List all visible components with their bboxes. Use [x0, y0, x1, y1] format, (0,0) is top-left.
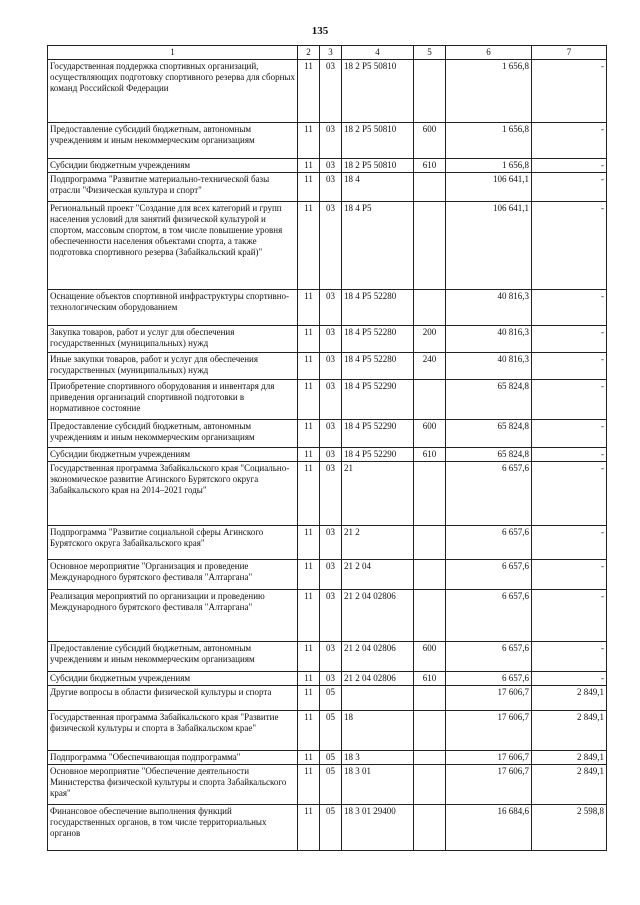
column-header-2: 2	[298, 46, 320, 60]
row-amount-secondary: -	[532, 590, 607, 642]
row-subsection-code: 03	[320, 448, 342, 462]
table-row	[48, 560, 607, 590]
row-target-article-code: 18 4 P5 52290	[342, 380, 414, 420]
row-expense-type-code: 240	[414, 353, 446, 380]
row-amount-secondary: -	[532, 448, 607, 462]
table-row	[48, 326, 607, 353]
table-row	[48, 60, 607, 123]
row-expense-type-code	[414, 560, 446, 590]
row-amount-secondary: -	[532, 123, 607, 159]
row-amount: 40 816,3	[446, 290, 532, 326]
row-amount-secondary: 2 849,1	[532, 711, 607, 751]
row-amount-secondary: 2 849,1	[532, 686, 607, 711]
row-target-article-code: 21 2 04 02806	[342, 672, 414, 686]
row-expense-type-code: 200	[414, 326, 446, 353]
row-amount: 16 684,6	[446, 805, 532, 851]
row-amount-secondary: -	[532, 326, 607, 353]
row-amount-secondary: -	[532, 462, 607, 526]
row-subsection-code: 03	[320, 202, 342, 290]
row-section-code: 11	[298, 560, 320, 590]
row-subsection-code: 03	[320, 462, 342, 526]
column-header-3: 3	[320, 46, 342, 60]
row-expense-type-code	[414, 526, 446, 560]
row-amount: 1 656,8	[446, 159, 532, 173]
row-subsection-code: 05	[320, 686, 342, 711]
row-section-code: 11	[298, 202, 320, 290]
row-target-article-code: 18 4 P5 52290	[342, 420, 414, 448]
row-amount: 40 816,3	[446, 326, 532, 353]
row-subsection-code: 03	[320, 560, 342, 590]
row-subsection-code: 03	[320, 173, 342, 202]
row-name-cell: Региональный проект "Создание для всех категорий и групп населения условий для занятий физической культурой и спортом, массовым спортом, в том числе повышение уровня обеспеченности населения объектами спорта, а также подготовка спортивного резерва (Забайкальский край)"	[48, 202, 298, 290]
table-row	[48, 805, 607, 851]
row-section-code: 11	[298, 751, 320, 765]
row-name-cell: Приобретение спортивного оборудования и инвентаря для приведения организаций спортивной подготовки в нормативное состояние	[48, 380, 298, 420]
row-subsection-code: 03	[320, 380, 342, 420]
table-row	[48, 526, 607, 560]
row-target-article-code	[342, 686, 414, 711]
row-amount-secondary: 2 598,8	[532, 805, 607, 851]
row-name-cell: Подпрограмма "Развитие социальной сферы Агинского Бурятского округа Забайкальского края"	[48, 526, 298, 560]
table-row	[48, 448, 607, 462]
row-target-article-code: 21	[342, 462, 414, 526]
row-section-code: 11	[298, 672, 320, 686]
page-number: 135	[311, 25, 329, 37]
row-target-article-code: 18 4 P5 52280	[342, 353, 414, 380]
row-section-code: 11	[298, 642, 320, 672]
row-amount-secondary: -	[532, 353, 607, 380]
row-target-article-code: 21 2 04	[342, 560, 414, 590]
row-target-article-code: 21 2 04 02806	[342, 642, 414, 672]
column-header-4: 4	[342, 46, 414, 60]
row-name-cell: Субсидии бюджетным учреждениям	[48, 448, 298, 462]
row-expense-type-code	[414, 590, 446, 642]
row-subsection-code: 05	[320, 711, 342, 751]
table-row	[48, 672, 607, 686]
table-row	[48, 686, 607, 711]
row-expense-type-code: 610	[414, 448, 446, 462]
row-name-cell: Субсидии бюджетным учреждениям	[48, 672, 298, 686]
row-target-article-code: 18 4 P5 52290	[342, 448, 414, 462]
table-row	[48, 173, 607, 202]
row-name-cell: Иные закупки товаров, работ и услуг для обеспечения государственных (муниципальных) нужд	[48, 353, 298, 380]
row-amount: 106 641,1	[446, 202, 532, 290]
row-amount: 65 824,8	[446, 420, 532, 448]
row-expense-type-code: 610	[414, 672, 446, 686]
row-amount-secondary: -	[532, 560, 607, 590]
row-amount: 17 606,7	[446, 711, 532, 751]
row-subsection-code: 03	[320, 290, 342, 326]
row-subsection-code: 05	[320, 765, 342, 805]
row-subsection-code: 03	[320, 420, 342, 448]
row-target-article-code: 18 4 P5 52280	[342, 326, 414, 353]
row-section-code: 11	[298, 711, 320, 751]
row-amount: 6 657,6	[446, 672, 532, 686]
row-amount: 1 656,8	[446, 60, 532, 123]
row-target-article-code: 18 2 P5 50810	[342, 159, 414, 173]
row-section-code: 11	[298, 448, 320, 462]
table-row	[48, 765, 607, 805]
table-row	[48, 420, 607, 448]
row-name-cell: Другие вопросы в области физической культуры и спорта	[48, 686, 298, 711]
row-subsection-code: 05	[320, 751, 342, 765]
row-name-cell: Предоставление субсидий бюджетным, автономным учреждениям и иным некоммерческим организациям	[48, 642, 298, 672]
row-target-article-code: 18 3	[342, 751, 414, 765]
row-expense-type-code: 600	[414, 420, 446, 448]
row-subsection-code: 03	[320, 642, 342, 672]
row-expense-type-code	[414, 751, 446, 765]
row-name-cell: Государственная программа Забайкальского края "Социально-экономическое развитие Агинского Бурятского округа Забайкальского края на 2014–2021 годы"	[48, 462, 298, 526]
row-expense-type-code	[414, 765, 446, 805]
budget-table	[47, 45, 607, 851]
row-section-code: 11	[298, 462, 320, 526]
row-target-article-code: 18 2 P5 50810	[342, 123, 414, 159]
row-expense-type-code	[414, 290, 446, 326]
column-header-7: 7	[532, 46, 607, 60]
row-section-code: 11	[298, 326, 320, 353]
table-row	[48, 290, 607, 326]
row-expense-type-code	[414, 686, 446, 711]
table-row	[48, 590, 607, 642]
row-amount: 40 816,3	[446, 353, 532, 380]
row-expense-type-code	[414, 60, 446, 123]
row-subsection-code: 03	[320, 60, 342, 123]
row-name-cell: Субсидии бюджетным учреждениям	[48, 159, 298, 173]
row-subsection-code: 03	[320, 159, 342, 173]
row-name-cell: Предоставление субсидий бюджетным, автономным учреждениям и иным некоммерческим организациям	[48, 420, 298, 448]
table-row	[48, 642, 607, 672]
row-amount: 17 606,7	[446, 686, 532, 711]
row-section-code: 11	[298, 765, 320, 805]
row-expense-type-code: 610	[414, 159, 446, 173]
row-amount: 65 824,8	[446, 380, 532, 420]
row-expense-type-code	[414, 173, 446, 202]
row-section-code: 11	[298, 159, 320, 173]
row-amount-secondary: -	[532, 526, 607, 560]
row-name-cell: Подпрограмма "Развитие материально-технической базы отрасли "Физическая культура и спорт"	[48, 173, 298, 202]
row-target-article-code: 21 2	[342, 526, 414, 560]
row-name-cell: Государственная программа Забайкальского края "Развитие физической культуры и спорта в Забайкальском крае"	[48, 711, 298, 751]
row-amount-secondary: -	[532, 672, 607, 686]
column-header-6: 6	[446, 46, 532, 60]
column-header-1: 1	[48, 46, 298, 60]
row-amount-secondary: 2 849,1	[532, 765, 607, 805]
row-expense-type-code	[414, 805, 446, 851]
row-amount: 6 657,6	[446, 642, 532, 672]
row-section-code: 11	[298, 380, 320, 420]
row-amount: 106 641,1	[446, 173, 532, 202]
row-amount-secondary: -	[532, 159, 607, 173]
row-section-code: 11	[298, 805, 320, 851]
table-row	[48, 751, 607, 765]
row-amount-secondary: -	[532, 290, 607, 326]
table-row	[48, 711, 607, 751]
row-section-code: 11	[298, 290, 320, 326]
row-target-article-code: 18 4 P5	[342, 202, 414, 290]
row-amount: 6 657,6	[446, 590, 532, 642]
row-subsection-code: 03	[320, 590, 342, 642]
row-name-cell: Предоставление субсидий бюджетным, автономным учреждениям и иным некоммерческим организациям	[48, 123, 298, 159]
row-expense-type-code: 600	[414, 123, 446, 159]
row-amount-secondary: 2 849,1	[532, 751, 607, 765]
row-section-code: 11	[298, 123, 320, 159]
row-amount-secondary: -	[532, 202, 607, 290]
row-expense-type-code	[414, 711, 446, 751]
row-target-article-code: 18 3 01	[342, 765, 414, 805]
row-name-cell: Оснащение объектов спортивной инфраструктуры спортивно-технологическим оборудованием	[48, 290, 298, 326]
row-name-cell: Закупка товаров, работ и услуг для обеспечения государственных (муниципальных) нужд	[48, 326, 298, 353]
row-target-article-code: 21 2 04 02806	[342, 590, 414, 642]
row-amount: 6 657,6	[446, 526, 532, 560]
row-subsection-code: 03	[320, 353, 342, 380]
row-subsection-code: 03	[320, 326, 342, 353]
table-row	[48, 462, 607, 526]
table-row	[48, 202, 607, 290]
row-section-code: 11	[298, 60, 320, 123]
row-section-code: 11	[298, 526, 320, 560]
row-name-cell: Финансовое обеспечение выполнения функций государственных органов, в том числе территориальных органов	[48, 805, 298, 851]
header-row	[48, 46, 607, 60]
row-amount-secondary: -	[532, 173, 607, 202]
table-row	[48, 380, 607, 420]
row-expense-type-code: 600	[414, 642, 446, 672]
row-subsection-code: 03	[320, 526, 342, 560]
row-subsection-code: 03	[320, 672, 342, 686]
row-target-article-code: 18 2 P5 50810	[342, 60, 414, 123]
row-target-article-code: 18 3 01 29400	[342, 805, 414, 851]
row-section-code: 11	[298, 420, 320, 448]
row-name-cell: Основное мероприятие "Обеспечение деятельности Министерства физической культуры и спорта Забайкальского края"	[48, 765, 298, 805]
table-row	[48, 159, 607, 173]
table-row	[48, 353, 607, 380]
row-target-article-code: 18 4	[342, 173, 414, 202]
row-amount: 6 657,6	[446, 560, 532, 590]
row-section-code: 11	[298, 173, 320, 202]
row-target-article-code: 18	[342, 711, 414, 751]
row-target-article-code: 18 4 P5 52280	[342, 290, 414, 326]
row-subsection-code: 03	[320, 123, 342, 159]
row-amount-secondary: -	[532, 380, 607, 420]
row-section-code: 11	[298, 590, 320, 642]
column-header-5: 5	[414, 46, 446, 60]
row-amount: 17 606,7	[446, 765, 532, 805]
row-amount-secondary: -	[532, 60, 607, 123]
row-amount: 65 824,8	[446, 448, 532, 462]
row-amount-secondary: -	[532, 642, 607, 672]
row-amount-secondary: -	[532, 420, 607, 448]
row-name-cell: Государственная поддержка спортивных организаций, осуществляющих подготовку спортивного резерва для сборных команд Российской Федерации	[48, 60, 298, 123]
row-name-cell: Подпрограмма "Обеспечивающая подпрограмма"	[48, 751, 298, 765]
row-amount: 1 656,8	[446, 123, 532, 159]
row-amount: 6 657,6	[446, 462, 532, 526]
row-section-code: 11	[298, 353, 320, 380]
row-section-code: 11	[298, 686, 320, 711]
row-amount: 17 606,7	[446, 751, 532, 765]
row-expense-type-code	[414, 380, 446, 420]
table-row	[48, 123, 607, 159]
row-expense-type-code	[414, 202, 446, 290]
row-name-cell: Реализация мероприятий по организации и проведению Международного бурятского фестиваля "Алтаргана"	[48, 590, 298, 642]
row-subsection-code: 05	[320, 805, 342, 851]
row-expense-type-code	[414, 462, 446, 526]
row-name-cell: Основное мероприятие "Организация и проведение Международного бурятского фестиваля "Алтаргана"	[48, 560, 298, 590]
